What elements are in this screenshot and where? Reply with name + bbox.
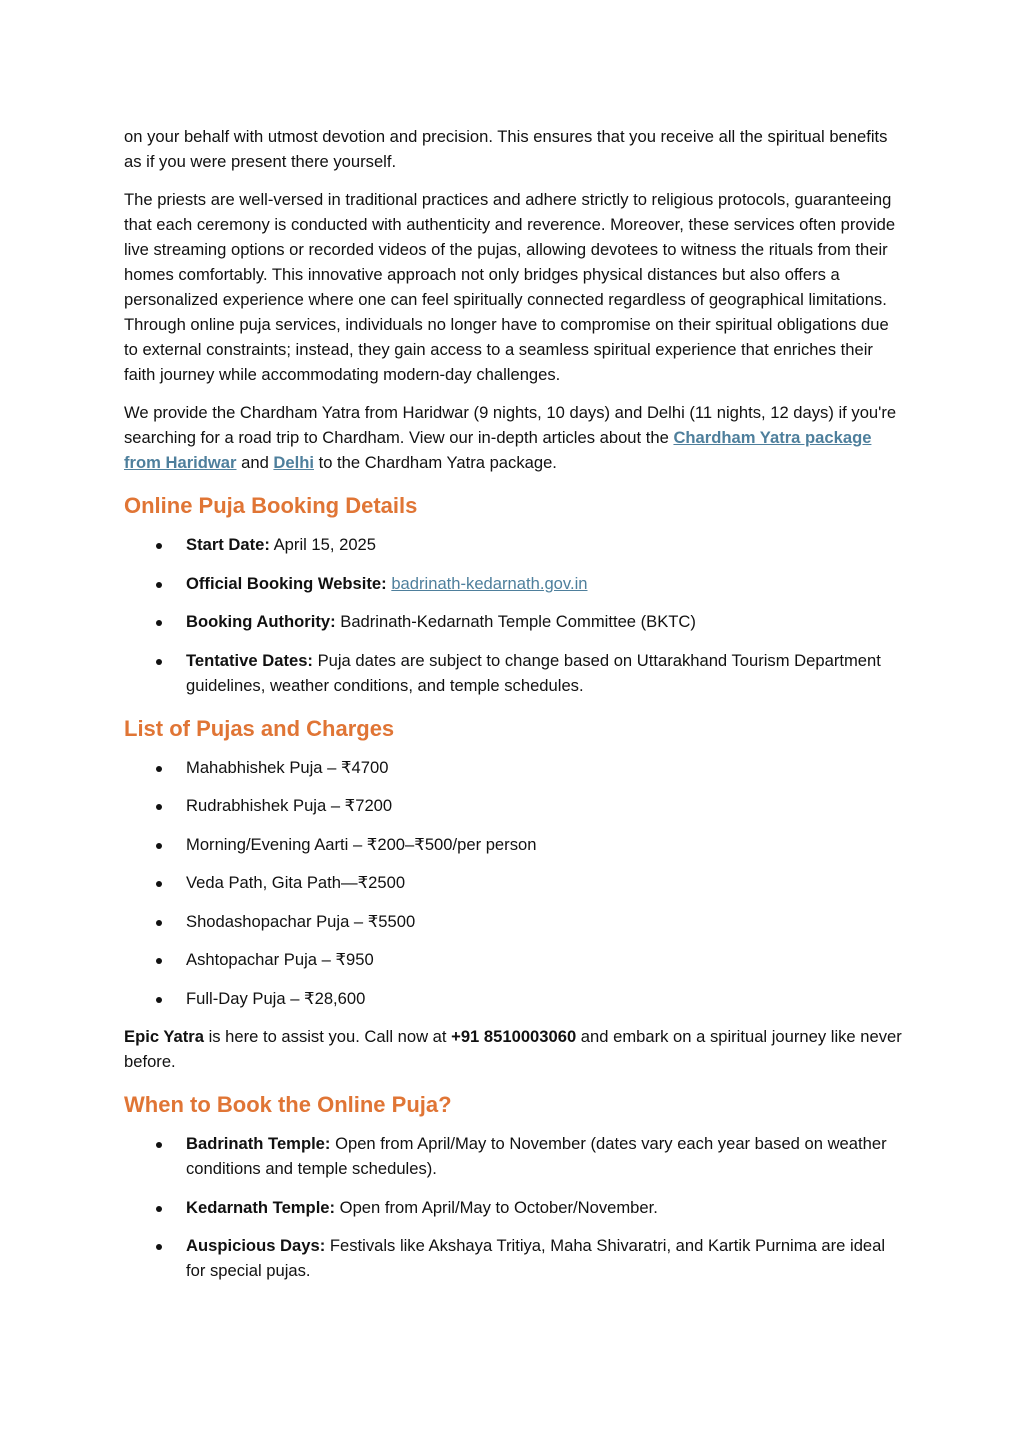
bullet-icon xyxy=(156,997,162,1003)
item-text: Morning/Evening Aarti – ₹200–₹500/per person xyxy=(186,834,537,854)
official-website-link[interactable]: badrinath-kedarnath.gov.in xyxy=(391,573,588,593)
list-item xyxy=(124,986,904,1011)
intro-paragraph-2: The priests are well-versed in traditional practices and adhere strictly to religious protocols, guaranteeing that each ceremony is conducted with authenticity and reverence. Moreover, these services often provide live streaming options or recorded videos of the pujas, allowing devotees to witness the rituals from their homes comfortably. This innovative approach not only bridges physical distances but also offers a personalized experience where one can feel spiritually connected regardless of geographical limitations. Through online puja services, individuals no longer have to compromise on their spiritual obligations due to external constraints; instead, they gain access to a seamless spiritual experience that enriches their faith journey while accommodating modern-day challenges. xyxy=(124,190,896,384)
list-item xyxy=(124,1233,904,1283)
item-text: Festivals like Akshaya Tritiya, Maha Shivaratri, and Kartik Purnima are ideal for special pujas. xyxy=(186,1236,886,1280)
list-item xyxy=(124,1131,904,1181)
item-text: Badrinath-Kedarnath Temple Committee (BKTC) xyxy=(335,612,696,631)
list-item xyxy=(124,532,904,557)
item-text: Ashtopachar Puja – ₹950 xyxy=(186,950,374,969)
bullet-icon xyxy=(156,1142,162,1148)
item-label: Booking Authority: xyxy=(186,612,336,631)
intro-paragraph-3 xyxy=(124,400,904,475)
item-text: Full-Day Puja – ₹28,600 xyxy=(186,988,366,1008)
when-to-book-list xyxy=(124,1131,904,1283)
list-item xyxy=(124,832,904,857)
booking-details-heading: Online Puja Booking Details xyxy=(124,493,418,518)
item-text: Rudrabhishek Puja – ₹7200 xyxy=(186,796,393,815)
bullet-icon xyxy=(156,1206,162,1212)
list-item xyxy=(124,947,904,972)
brand-name: Epic Yatra xyxy=(124,1027,204,1046)
document-page xyxy=(124,124,904,1297)
item-label: Auspicious Days: xyxy=(186,1236,326,1255)
bullet-icon xyxy=(156,804,162,810)
bullet-icon xyxy=(156,659,162,665)
item-label: Start Date: xyxy=(186,535,270,554)
item-text: Open from April/May to November (dates vary each year based on weather conditions and temple schedules). xyxy=(186,1134,887,1178)
delhi-package-link[interactable]: Delhi xyxy=(273,453,314,472)
haridwar-package-link[interactable]: Chardham Yatra package from Haridwar xyxy=(124,428,872,472)
pujas-charges-heading: List of Pujas and Charges xyxy=(124,715,395,741)
contact-paragraph xyxy=(124,1024,904,1074)
item-label: Tentative Dates: xyxy=(186,650,313,670)
list-item xyxy=(124,1195,904,1220)
intro-paragraph-1: on your behalf with utmost devotion and precision. This ensures that you receive all the spiritual benefits as if you were present there yourself. xyxy=(124,127,888,171)
text: is here to assist you. Call now at xyxy=(203,1027,452,1046)
item-label: Badrinath Temple: xyxy=(186,1134,331,1153)
list-item xyxy=(124,755,904,780)
list-item xyxy=(124,609,904,634)
bullet-icon xyxy=(156,582,162,588)
item-text: Veda Path, Gita Path—₹2500 xyxy=(186,873,406,892)
bullet-icon xyxy=(156,920,162,926)
list-item xyxy=(124,870,904,895)
item-text: April 15, 2025 xyxy=(269,535,377,554)
bullet-icon xyxy=(156,843,162,849)
phone-number: +91 8510003060 xyxy=(451,1027,577,1046)
bullet-icon xyxy=(156,766,162,772)
item-text: Puja dates are subject to change based on Uttarakhand Tourism Department guidelines, weather conditions, and temple schedules. xyxy=(186,650,881,695)
pujas-charges-list xyxy=(124,755,904,1011)
bullet-icon xyxy=(156,620,162,626)
text: and xyxy=(236,453,274,472)
list-item xyxy=(124,571,904,596)
item-label: Official Booking Website: xyxy=(186,573,387,593)
text: to the Chardham Yatra package. xyxy=(314,453,557,472)
bullet-icon xyxy=(156,881,162,887)
bullet-icon xyxy=(156,543,162,549)
list-item xyxy=(124,793,904,818)
item-text: Open from April/May to October/November. xyxy=(335,1197,658,1217)
list-item xyxy=(124,648,904,698)
item-text: Shodashopachar Puja – ₹5500 xyxy=(186,911,416,931)
item-text: Mahabhishek Puja – ₹4700 xyxy=(186,757,389,777)
booking-details-list xyxy=(124,532,904,698)
bullet-icon xyxy=(156,1244,162,1250)
bullet-icon xyxy=(156,958,162,964)
text: We provide the Chardham Yatra from Haridwar (9 nights, 10 days) and Delhi (11 nights, 12 days) if you're searching for a road trip to Chardham. View our in-depth articles about the xyxy=(124,403,897,447)
item-label: Kedarnath Temple: xyxy=(186,1197,336,1217)
text: and embark on a spiritual journey like never before. xyxy=(124,1027,902,1071)
list-item xyxy=(124,909,904,934)
when-to-book-heading: When to Book the Online Puja? xyxy=(124,1092,452,1117)
